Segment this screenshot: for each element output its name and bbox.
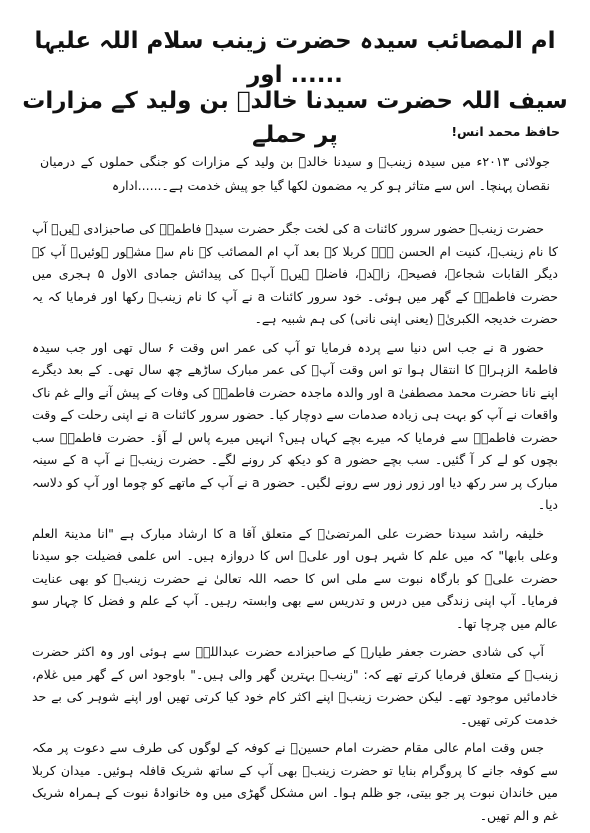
paragraph-1: حضرت زینبؓ حضور سرور کائنات a کی لخت جگر حضرت سیدہ فاطمہؓ کی صاحبزادی ہیں۔ آپ کا نام زینبؓ، کنیت ام الحسن ہے۔ کربلا کے بعد آپ ام المصائب کے نام سے مشہور ہوئیں۔ آپ کے دیگر القابات شجاعہ، فصیحہ، زاہدہ، فاضلہ ہیں۔ آپؓ کی پیدائش جمادی الاول ۵ ہجری میں حضرت فاطمہؓ کے گھر میں ہوئی۔ خود سرور کائنات a نے آپ کا نام زینبؓ رکھا اور فرمایا کہ یہ حضرت خدیجہ الکبریٰؓ (یعنی اپنی نانی) کی ہم شبیہ ہے۔ xyxy=(32,221,558,326)
author-byline: حافظ محمد انس! xyxy=(451,124,560,139)
headline-line-1: ام المصائب سیدہ حضرت زینب سلام اللہ علیہا ...... اور xyxy=(34,28,556,88)
paragraph-4: آپ کی شادی حضرت جعفر طیارؓ کے صاحبزادے حضرت عبداللہؓ سے ہوئی اور وہ اکثر حضرت زینبؓ کے متعلق فرمایا کرتے تھے کہ: "زینبؓ بہترین گھر والی ہیں۔" باوجود اس کے گھر میں غلام، خادمائیں موجود تھے۔ لیکن حضرت زینبؓ اپنے اکثر کام خود کیا کرتی تھیں اور اپنے شوہر کی بے حد خدمت کرتی تھیں۔ xyxy=(32,644,558,727)
editorial-note: جولائی ۲۰۱۳ء میں سیدہ زینبؓ و سیدنا خالدؓ بن ولید کے مزارات کو جنگی حملوں کے درمیان نقصان پہنچا۔ اس سے متاثر ہو کر یہ مضمون لکھا گیا جو پیش خدمت ہے۔......ادارہ xyxy=(40,154,550,193)
article-body xyxy=(32,218,558,833)
paragraph-5: جس وقت امام عالی مقام حضرت امام حسینؓ نے کوفہ کے لوگوں کی طرف سے دعوت پر مکہ سے کوفہ جانے کا پروگرام بنایا تو حضرت زینبؓ بھی آپ کے ساتھ شریک قافلہ ہوئیں۔ میدان کربلا میں خاندان نبوت پر جو بیتی، جو ظلم ہوا۔ اس مشکل گھڑی میں وہ خانوادۂ نبوت کے ہمراہ شریک غم و الم تھیں۔ xyxy=(32,740,558,823)
paragraph-2: حضور a نے جب اس دنیا سے پردہ فرمایا تو آپ کی عمر اس وقت ۶ سال تھی اور جب سیدہ فاطمۃ الزہراؓ کا انتقال ہوا تو اس وقت آپؓ کی عمر مبارک ساڑھے چھ سال تھی۔ کے بعد دیگرے اپنے نانا حضرت محمد مصطفیٰ a اور والدہ ماجدہ حضرت فاطمہؓ کی وفات کے پیش آنے والے غم ناک واقعات نے آپ کو بہت ہی زیادہ صدمات سے دوچار کیا۔ حضور سرور کائنات a نے اپنی رحلت کے وقت حضرت فاطمہؓ سے فرمایا کہ میرے بچے کہاں ہیں؟ انہیں میرے پاس لے آؤ۔ حضرت فاطمہؓ سب بچوں کو لے کر آ گئیں۔ سب بچے حضور a کو دیکھ کر رونے لگے۔ حضرت زینبؓ نے آپ a کے سینہ مبارک پر سر رکھ دیا اور زور زور سے رونے لگیں۔ حضور a نے آپ کے ماتھے کو چوما اور آپ کو دلاسہ دیا۔ xyxy=(32,339,558,512)
headline-line-2: سیف اللہ حضرت سیدنا خالدؓ بن ولید کے مزارات پر حملے xyxy=(22,88,568,148)
paragraph-3: خلیفہ راشد سیدنا حضرت علی المرتضیٰؓ کے متعلق آقا a کا ارشاد مبارک ہے "انا مدینۃ العلم وعلی بابھا" کہ میں علم کا شہر ہوں اور علیؓ اس کا دروازہ ہیں۔ اس علمی فضیلت جو سیدنا حضرت علیؓ کو بارگاہ نبوت سے ملی اس کا حصہ اللہ تعالیٰ نے حضرت زینبؓ کو بھی عنایت فرمایا۔ آپ اپنی زندگی میں درس و تدریس سے بھی وابستہ رہیں۔ آپ کے علم و فضل کا چہار سو عالم میں چرچا تھا۔ xyxy=(32,525,558,631)
